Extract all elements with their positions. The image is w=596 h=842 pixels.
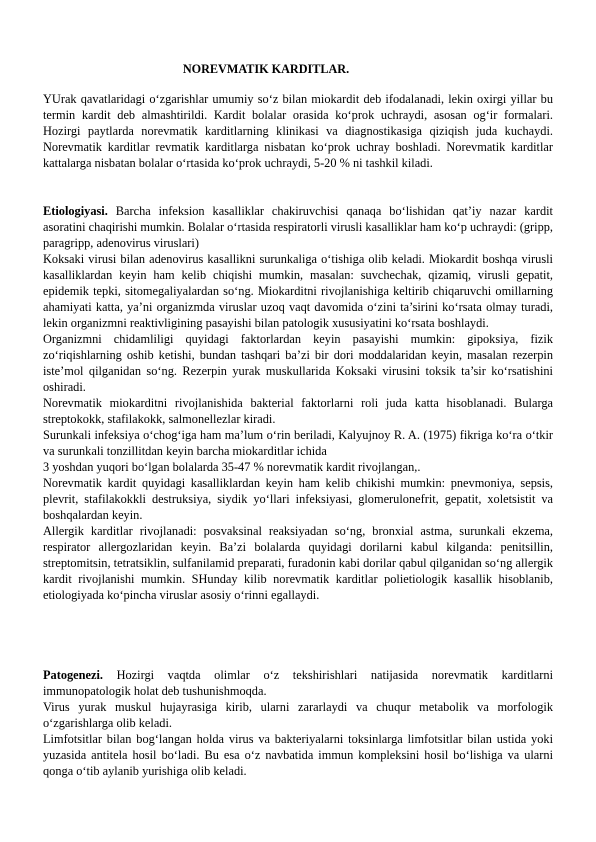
intro-paragraph: YUrak qavatlaridagi o‘zgarishlar umumiy so‘z bilan miokardit deb ifodalanadi, lekin oxirgi yillar bu termin kardit deb almashtirildi. Kardit bolalar orasida ko‘prok uchraydi, asosan og‘ir formalari. Hozirgi paytlarda norevmatik karditlarning klinikasi va diagnostikasiga qiziqish juda kuchaydi. Norevmatik karditlar revmatik karditlarga nisbatan ko‘prok uchray boshladi. Norevmatik karditlar kattalarga nisbatan bolalar o‘rtasida ko‘prok uchraydi, 5-20 % ni tashkil kiladi. xyxy=(43,92,553,170)
etiology-section xyxy=(43,203,553,603)
etiology-paragraph-5b: 3 yoshdan yuqori bo‘lgan bolalarda 35-47 % norevmatik kardit rivojlangan,. xyxy=(43,460,421,474)
pathogenesis-section xyxy=(43,667,553,779)
etiology-heading: Etiologiyasi. xyxy=(43,204,108,218)
etiology-text-1: Barcha infeksion kasalliklar chakiruvchisi qanaqa bo‘lishidan qat’iy nazar kardit asoratini chaqirishi mumkin. Bolalar o‘rtasida respiratorli virusli kasalliklar ham ko‘p uchraydi: (gripp, paragripp, adenovirus viruslari) xyxy=(43,204,553,250)
pathogenesis-text-1: Hozirgi vaqtda olimlar o‘z tekshirishlari natijasida norevmatik karditlarni immunopatologik holat deb tushunishmoqda. xyxy=(43,668,553,698)
etiology-paragraph-5a: Surunkali infeksiya o‘chog‘iga ham ma’lum o‘rin beriladi, Kalyujnoy R. A. (1975) fikriga ko‘ra o‘tkir va surunkali tonzillitdan keyin barcha miokarditlar ichida xyxy=(43,428,553,458)
etiology-paragraph-2: Koksaki virusi bilan adenovirus kasallikni surunkaliga o‘tishiga olib keladi. Miokardit boshqa virusli kasalliklardan keyin ham kelib chiqishi mumkin, masalan: suvchechak, qizamiq, virusli gepatit, epidemik tepki, sitomegaliyalardan so‘ng. Miokarditni rivojlanishiga keltirib chiqaruvchi omillarning ahamiyati katta, ya’ni organizmda viruslar uzoq vaqt davomida o‘zini ta’sirini ko‘rsata olmay turadi, lekin organizmni reaktivligining pasayishi bilan patologik xususiyatini ko‘rsata boshlaydi. xyxy=(43,252,553,330)
pathogenesis-paragraph-1 xyxy=(43,667,553,699)
pathogenesis-paragraph-3: Limfotsitlar bilan bog‘langan holda virus va bakteriyalarni toksinlarga limfotsitlar bilan ustida yoki yuzasida antitela hosil bo‘ladi. Bu esa o‘z navbatida immun kompleksini hosil bo‘lishiga va ularni qonga o‘tib aylanib yurishiga olib keladi. xyxy=(43,732,553,778)
etiology-paragraph-1 xyxy=(43,203,553,251)
pathogenesis-heading: Patogenezi. xyxy=(43,668,103,682)
etiology-paragraph-4: Norevmatik miokarditni rivojlanishida bakterial faktorlarni roli juda katta hisoblanadi. Bularga streptokokk, stafilakokk, salmonellezlar kiradi. xyxy=(43,396,553,426)
etiology-paragraph-3: Organizmni chidamliligi quyidagi faktorlardan keyin pasayishi mumkin: gipoksiya, fizik zo‘riqishlarning oshib ketishi, bundan tashqari ba’zi bir dori moddalaridan keyin, masalan rezerpin iste’mol qilganidan so‘ng. Rezerpin yurak muskullarida Koksaki virusini toksik ta’sir ko‘rsatishini oshiradi. xyxy=(43,332,553,394)
pathogenesis-paragraph-2: Virus yurak muskul hujayrasiga kirib, ularni zararlaydi va chuqur metabolik va morfologik o‘zgarishlarga olib keladi. xyxy=(43,700,553,730)
page-title: NOREVMATIK KARDITLAR. xyxy=(182,62,350,76)
etiology-paragraph-7: Allergik karditlar rivojlanadi: posvaksinal reaksiyadan so‘ng, bronxial astma, surunkali ekzema, respirator allergozlaridan keyin. Ba’zi bolalarda quyidagi dorilarni kabul kilganda: penitsillin, streptomitsin, tetratsiklin, sulfanilamid preparati, furadonin kabi dorilar qabul qilganidan so‘ng allergik kardit rivojlanishi mumkin. SHunday kilib norevmatik karditlar polietiologik kasallik hisoblanib, etiologiyada ko‘pincha viruslar asosiy o‘rinni egallaydi. xyxy=(43,524,553,602)
etiology-paragraph-6: Norevmatik kardit quyidagi kasalliklardan keyin ham kelib chikishi mumkin: pnevmoniya, sepsis, plevrit, stafilakokkli destruksiya, siydik yo‘llari infeksiyasi, glomerulonefrit, gepatit, xoletsistit va boshqalardan keyin. xyxy=(43,476,553,522)
